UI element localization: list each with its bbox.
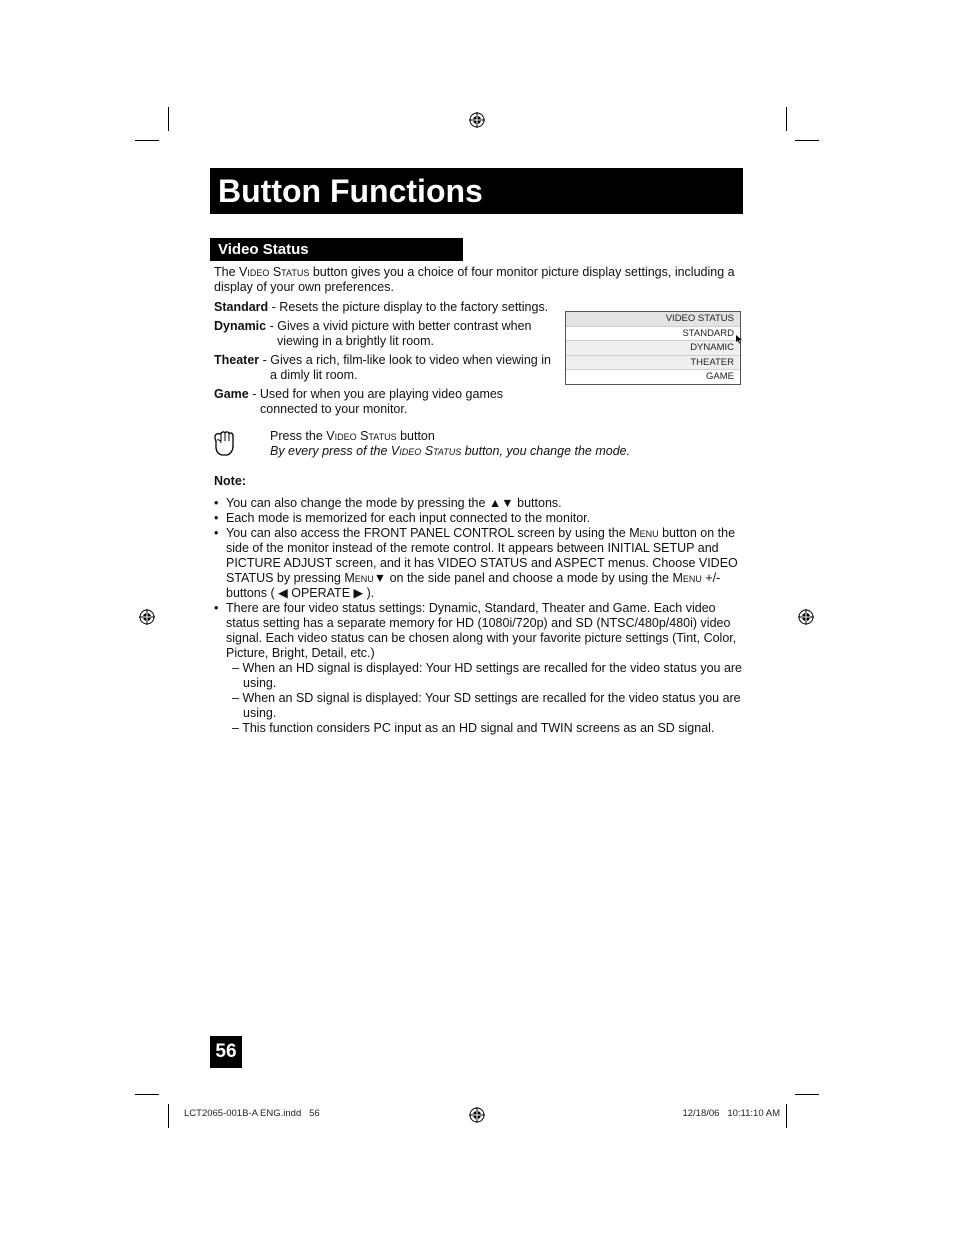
note-text: There are four video status settings: Dynamic, Standard, Theater and Game. Each video status setting has a separate memory for HD (1080i/720p) and SD (NTSC/480p/480i) video signal. Each video status can be chosen along with your favorite picture settings (Tint, Color, Picture, Bright, Detail, etc.) <box>226 601 737 660</box>
cursor-arrow-icon <box>735 335 743 344</box>
mode-desc-cont: viewing in a brightly lit room. <box>277 334 435 348</box>
down-arrow-icon: ▼ <box>373 571 387 585</box>
note-subitem <box>226 721 744 736</box>
note-text: You can also change the mode by pressing the <box>226 496 489 510</box>
note-item <box>214 496 744 511</box>
mode-desc-cont: a dimly lit room. <box>270 368 358 382</box>
osd-menu <box>565 311 741 385</box>
note-label: Note: <box>214 474 246 488</box>
registration-mark-icon <box>798 609 814 625</box>
instruction-text: Press the <box>270 429 327 443</box>
osd-menu-item: STANDARD <box>566 326 740 341</box>
note-item <box>214 601 744 736</box>
bullet: • <box>214 601 219 615</box>
intro-text: button gives you a choice of four monitor picture display settings, including a display of your own preferences. <box>214 265 735 294</box>
mode-theater <box>214 353 559 383</box>
section-heading: Video Status <box>210 238 463 261</box>
mode-standard <box>214 300 559 315</box>
crop-mark <box>795 140 819 141</box>
bullet: • <box>214 526 219 540</box>
note-text: You can also access the FRONT PANEL CONTROL screen by using the <box>226 526 630 540</box>
mode-name: Standard <box>214 300 269 314</box>
intro-paragraph <box>214 265 744 295</box>
crop-mark <box>786 107 787 131</box>
mode-desc-cont: connected to your monitor. <box>260 402 408 416</box>
note-text: button on the side of the monitor instead of the remote control. It appears between INITIAL SETUP and PICTURE ADJUST screen, and it has VIDEO STATUS and ASPECT menus. Choose VIDEO STATUS by pressing <box>226 526 738 585</box>
mode-desc: - Resets the picture display to the factory settings. <box>268 300 549 314</box>
note-item <box>214 511 744 526</box>
note-subitem <box>226 691 744 721</box>
crop-mark <box>168 107 169 131</box>
crop-mark <box>795 1094 819 1095</box>
crop-mark <box>135 140 159 141</box>
bullet: • <box>214 511 219 525</box>
osd-menu-item: DYNAMIC <box>566 340 740 355</box>
left-arrow-icon: ◀ <box>278 586 288 600</box>
note-text: ). <box>363 586 375 600</box>
registration-mark-icon <box>139 609 155 625</box>
mode-name: Dynamic <box>214 319 267 333</box>
video-status-button-name: Video Status <box>390 444 462 458</box>
hand-press-icon <box>212 429 238 459</box>
instruction-block <box>270 429 740 459</box>
mode-desc: - Gives a vivid picture with better contrast when <box>266 319 532 333</box>
dash: – <box>232 691 239 705</box>
instruction-text: button, you change the mode. <box>461 444 631 458</box>
note-text: +/- buttons ( <box>226 571 721 600</box>
osd-menu-title: VIDEO STATUS <box>566 312 740 326</box>
note-text: buttons. <box>513 496 562 510</box>
note-text: on the side panel and choose a mode by using the <box>386 571 673 585</box>
intro-text: The <box>214 265 240 279</box>
note-text: Each mode is memorized for each input connected to the monitor. <box>226 511 591 525</box>
note-subtext: When an HD signal is displayed: Your HD settings are recalled for the video status you are using. <box>242 661 743 690</box>
crop-mark <box>168 1104 169 1128</box>
note-list <box>214 496 744 736</box>
mode-name: Game <box>214 387 249 401</box>
note-subtext: When an SD signal is displayed: Your SD settings are recalled for the video status you are using. <box>242 691 741 720</box>
instruction-text: By every press of the <box>270 444 391 458</box>
mode-name: Theater <box>214 353 260 367</box>
menu-button-name: Menu <box>629 526 659 540</box>
registration-mark-icon <box>469 1107 485 1123</box>
dash: – <box>232 661 239 675</box>
instruction-text: button <box>396 429 435 443</box>
mode-game <box>214 387 559 417</box>
dash: – <box>232 721 239 735</box>
page-number: 56 <box>210 1036 242 1068</box>
osd-menu-item: THEATER <box>566 355 740 370</box>
footer-file: LCT2065-001B-A ENG.indd 56 <box>184 1108 320 1119</box>
crop-mark <box>786 1104 787 1128</box>
bullet: • <box>214 496 219 510</box>
crop-mark <box>135 1094 159 1095</box>
menu-button-name: Menu <box>672 571 702 585</box>
note-subtext: This function considers PC input as an HD signal and TWIN screens as an SD signal. <box>242 721 715 735</box>
up-down-arrows-icon: ▲▼ <box>488 496 514 510</box>
mode-desc: - Gives a rich, film-like look to video when viewing in <box>259 353 551 367</box>
note-item <box>214 526 744 601</box>
registration-mark-icon <box>469 112 485 128</box>
video-status-button-name: Video Status <box>326 429 397 443</box>
mode-desc: - Used for when you are playing video games <box>248 387 504 401</box>
page-title: Button Functions <box>210 168 743 214</box>
video-status-button-name: Video Status <box>239 265 310 279</box>
mode-dynamic <box>214 319 559 349</box>
note-subitem <box>226 661 744 691</box>
operate-label: OPERATE <box>287 586 354 600</box>
osd-menu-item: GAME <box>566 369 740 384</box>
menu-button-name: Menu <box>344 571 374 585</box>
footer-timestamp: 12/18/06 10:11:10 AM <box>682 1108 780 1119</box>
right-arrow-icon: ▶ <box>353 586 364 600</box>
